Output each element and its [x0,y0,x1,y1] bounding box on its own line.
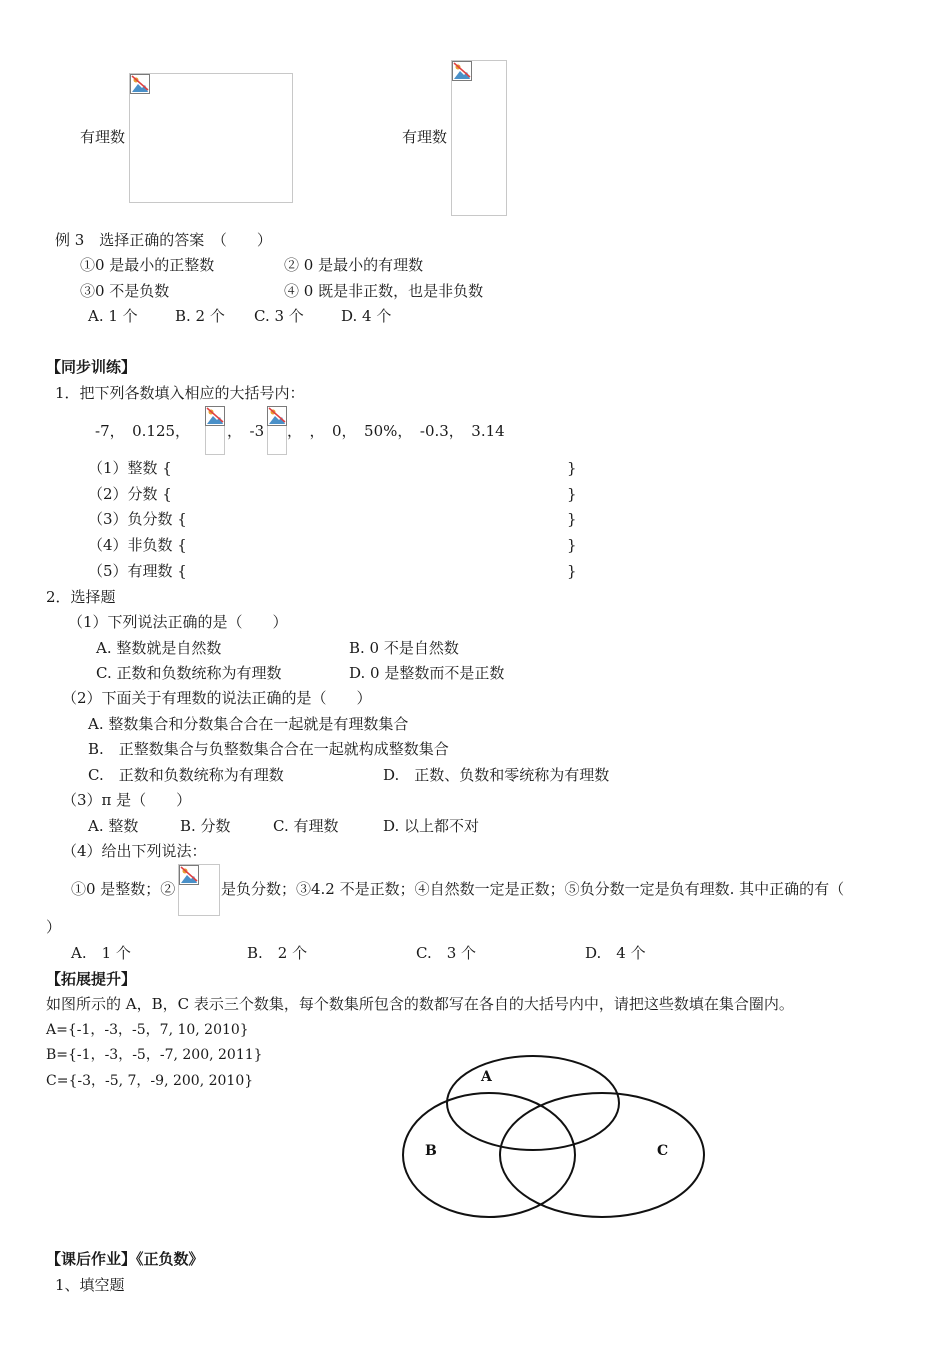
q2-2-stem: （2）下面关于有理数的说法正确的是（ ） [62,689,372,707]
q2-4-option-a: A. 1 个 [71,944,131,962]
sync-q2: 2．选择题 [46,588,116,606]
set-c-definition: C={-3，-5, 7，-9, 200, 2010} [46,1073,254,1089]
category-integer: （1）整数 { [88,459,172,477]
example3-choice-c: C. 3 个 [254,307,304,325]
example3-choice-a: A. 1 个 [88,307,138,325]
close-brace: } [567,459,577,477]
numbers-part-b: ， -3 [227,422,265,440]
numbers-part-c: ， ， 0， 50%， -0.3， 3.14 [287,422,505,440]
q2-1-option-d: D. 0 是整数而不是正数 [349,664,505,682]
q2-4-option-d: D. 4 个 [585,944,646,962]
set-a-label: A [481,1069,492,1085]
broken-image-icon [267,406,287,426]
q2-4-option-b: B. 2 个 [247,944,308,962]
q2-3-stem: （3）π 是（ ） [62,791,192,809]
image-placeholder-left [129,73,293,203]
q2-2-option-b: B. 正整数集合与负整数集合合在一起就构成整数集合 [88,740,449,758]
broken-image-icon [130,74,150,94]
close-brace: } [567,510,577,528]
set-a-circle [447,1056,619,1150]
homework-heading: 【课后作业】《正负数》 [46,1250,204,1268]
sync-heading: 【同步训练】 [46,358,137,376]
q2-1-option-a: A. 整数就是自然数 [96,639,222,657]
q2-1-stem: （1）下列说法正确的是（ ） [68,613,288,631]
example3-title: 例 3 选择正确的答案 （ ） [55,231,272,249]
set-b-label: B [425,1143,437,1159]
rational-label-right: 有理数 [402,128,448,146]
expand-description: 如图所示的 A，B，C 表示三个数集，每个数集所包含的数都写在各自的大括号内中，请把这些数填在集合圈内。 [46,995,794,1013]
category-nonnegative: （4）非负数 { [88,536,187,554]
close-brace: } [567,562,577,580]
broken-image-icon [179,865,199,885]
q2-4-stem: （4）给出下列说法： [62,842,207,860]
venn-diagram [395,1055,715,1225]
q2-4-text-b: 是负分数；③4.2 不是正数；④自然数一定是正数；⑤负分数一定是负有理数. 其中正确的有（ [221,880,845,898]
image-placeholder-right [451,60,507,216]
example3-statement-3: ③0 不是负数 [80,282,170,300]
example3-choice-d: D. 4 个 [341,307,392,325]
example3-statement-1: ①0 是最小的正整数 [80,256,215,274]
q2-3-option-d: D. 以上都不对 [383,817,480,835]
set-b-definition: B={-1，-3，-5，-7, 200, 2011} [46,1047,263,1063]
q2-4-text-c: ） [46,918,62,936]
sync-q1: 1．把下列各数填入相应的大括号内： [55,384,305,402]
q2-3-option-a: A. 整数 [88,817,139,835]
example3-choice-b: B. 2 个 [175,307,225,325]
close-brace: } [567,536,577,554]
q2-1-option-c: C. 正数和负数统称为有理数 [96,664,282,682]
set-c-circle [500,1093,704,1217]
close-brace: } [567,485,577,503]
category-fraction: （2）分数 { [88,485,172,503]
homework-q1: 1、填空题 [55,1276,125,1294]
q2-2-option-a: A. 整数集合和分数集合合在一起就是有理数集合 [88,715,409,733]
q2-3-option-b: B. 分数 [180,817,231,835]
set-c-label: C [657,1143,669,1159]
q2-1-option-b: B. 0 不是自然数 [349,639,459,657]
example3-statement-2: ② 0 是最小的有理数 [284,256,424,274]
category-rational: （5）有理数 { [88,562,187,580]
expand-heading: 【拓展提升】 [46,970,137,988]
broken-image-icon [205,406,225,426]
set-a-definition: A={-1，-3，-5，7, 10, 2010} [46,1022,249,1038]
q2-3-option-c: C. 有理数 [273,817,339,835]
q2-2-option-c: C. 正数和负数统称为有理数 [88,766,284,784]
broken-image-icon [452,61,472,81]
q2-4-text-a: ①0 是整数；② [71,880,176,898]
rational-label-left: 有理数 [80,128,126,146]
category-negative-fraction: （3）负分数 { [88,510,187,528]
numbers-part-a: -7， 0.125， [95,422,191,440]
q2-2-option-d: D. 正数、负数和零统称为有理数 [383,766,610,784]
q2-4-option-c: C. 3 个 [416,944,477,962]
example3-statement-4: ④ 0 既是非正数，也是非负数 [284,282,484,300]
